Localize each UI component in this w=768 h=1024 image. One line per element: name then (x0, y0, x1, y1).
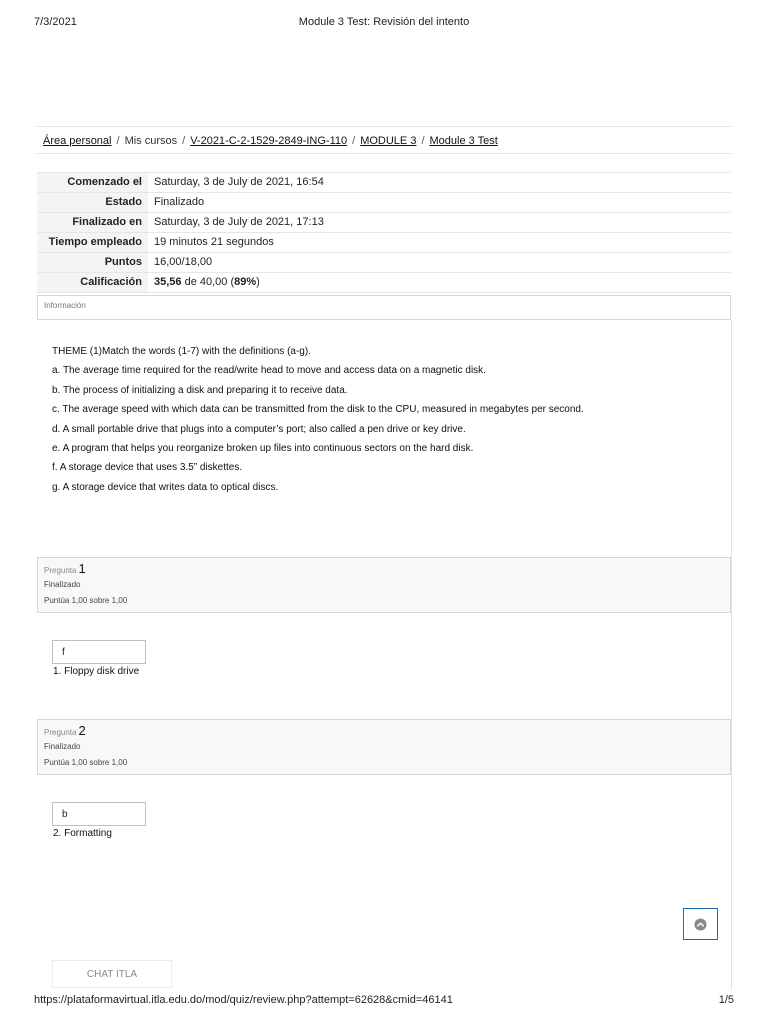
back-to-top-button[interactable] (683, 908, 718, 940)
summary-row-started (37, 173, 731, 193)
definition-item: c. The average speed with which data can be transmitted from the disk to the CPU, measured in megabytes per second. (52, 404, 584, 416)
summary-label: Calificación (37, 273, 148, 293)
print-footer (34, 994, 734, 1006)
question-status: Finalizado (44, 580, 81, 589)
question-number-value: 2 (78, 723, 86, 738)
summary-value: 19 minutos 21 segundos (154, 236, 274, 248)
summary-label: Tiempo empleado (37, 233, 148, 253)
definition-item: e. A program that helps you reorganize broken up files into continuous sectors on the hard disk. (52, 442, 474, 454)
summary-value: Saturday, 3 de July de 2021, 16:54 (154, 176, 324, 188)
question-label (44, 723, 86, 738)
breadcrumb-module[interactable]: MODULE 3 (360, 135, 417, 147)
question-score: Puntúa 1,00 sobre 1,00 (44, 758, 128, 767)
attempt-summary-table (37, 172, 731, 293)
theme-instructions (52, 347, 722, 502)
grade-value: 35,56 (154, 276, 182, 288)
breadcrumb-test[interactable]: Module 3 Test (429, 135, 498, 147)
breadcrumb-separator: / (182, 135, 186, 147)
question-2-text: 2. Formatting (53, 828, 112, 839)
definition-item: a. The average time required for the read/write head to move and access data on a magnetic disk. (52, 365, 486, 377)
definition-item: b. The process of initializing a disk and preparing it to receive data. (52, 384, 348, 396)
summary-label: Puntos (37, 253, 148, 273)
summary-label: Estado (37, 193, 148, 213)
chevron-up-circle-icon (694, 918, 707, 931)
definition-item: g. A storage device that writes data to optical discs. (52, 481, 279, 493)
summary-label: Finalizado en (37, 213, 148, 233)
breadcrumb (37, 126, 731, 154)
question-number (44, 723, 724, 738)
page-url: https://plataformavirtual.itla.edu.do/mod/quiz/review.php?attempt=62628&cmid=46141 (34, 994, 453, 1006)
summary-row-state (37, 193, 731, 213)
question-number-value: 1 (78, 561, 86, 576)
question-status: Finalizado (44, 742, 81, 751)
definition-item: f. A storage device that uses 3.5” diskettes. (52, 462, 243, 474)
grade-percent: 89% (234, 276, 257, 288)
grade-out-of: de 40,00 ( (181, 276, 235, 288)
print-date: 7/3/2021 (34, 16, 77, 28)
content-border (731, 320, 732, 990)
summary-value: 16,00/18,00 (154, 256, 213, 268)
summary-row-grade (37, 273, 731, 293)
theme-intro: THEME (1)Match the words (1-7) with the definitions (a-g). (52, 346, 311, 357)
question-1-text: 1. Floppy disk drive (53, 666, 140, 677)
chat-itla-button[interactable]: CHAT ITLA (52, 960, 172, 988)
question-2-info (37, 719, 731, 775)
breadcrumb-course[interactable]: V-2021-C-2-1529-2849-ING-110 (190, 135, 348, 147)
question-2-answer-select[interactable]: b (52, 802, 146, 826)
question-1-answer-select[interactable]: f (52, 640, 146, 664)
summary-value (148, 273, 731, 293)
print-header (34, 16, 734, 32)
definition-item: d. A small portable drive that plugs into a computer’s port; also called a pen drive or key drive. (52, 423, 466, 435)
question-score: Puntúa 1,00 sobre 1,00 (44, 596, 128, 605)
page-number: 1/5 (718, 994, 734, 1006)
question-number (44, 561, 724, 576)
summary-row-time-taken (37, 233, 731, 253)
summary-row-points (37, 253, 731, 273)
grade-close: ) (256, 276, 260, 288)
summary-value: Finalizado (154, 196, 205, 208)
breadcrumb-separator: / (421, 135, 425, 147)
question-label (44, 561, 86, 576)
information-header (37, 295, 731, 320)
breadcrumb-mis-cursos: Mis cursos (124, 135, 178, 147)
breadcrumb-separator: / (352, 135, 356, 147)
question-label-text: Pregunta (44, 566, 77, 575)
information-label: Información (44, 301, 86, 310)
question-label-text: Pregunta (44, 728, 77, 737)
summary-value: Saturday, 3 de July de 2021, 17:13 (154, 216, 324, 228)
print-title: Module 3 Test: Revisión del intento (298, 16, 470, 28)
summary-label: Comenzado el (37, 173, 148, 193)
summary-row-finished (37, 213, 731, 233)
question-1-info (37, 557, 731, 613)
breadcrumb-area-personal[interactable]: Área personal (43, 135, 112, 147)
breadcrumb-separator: / (116, 135, 120, 147)
